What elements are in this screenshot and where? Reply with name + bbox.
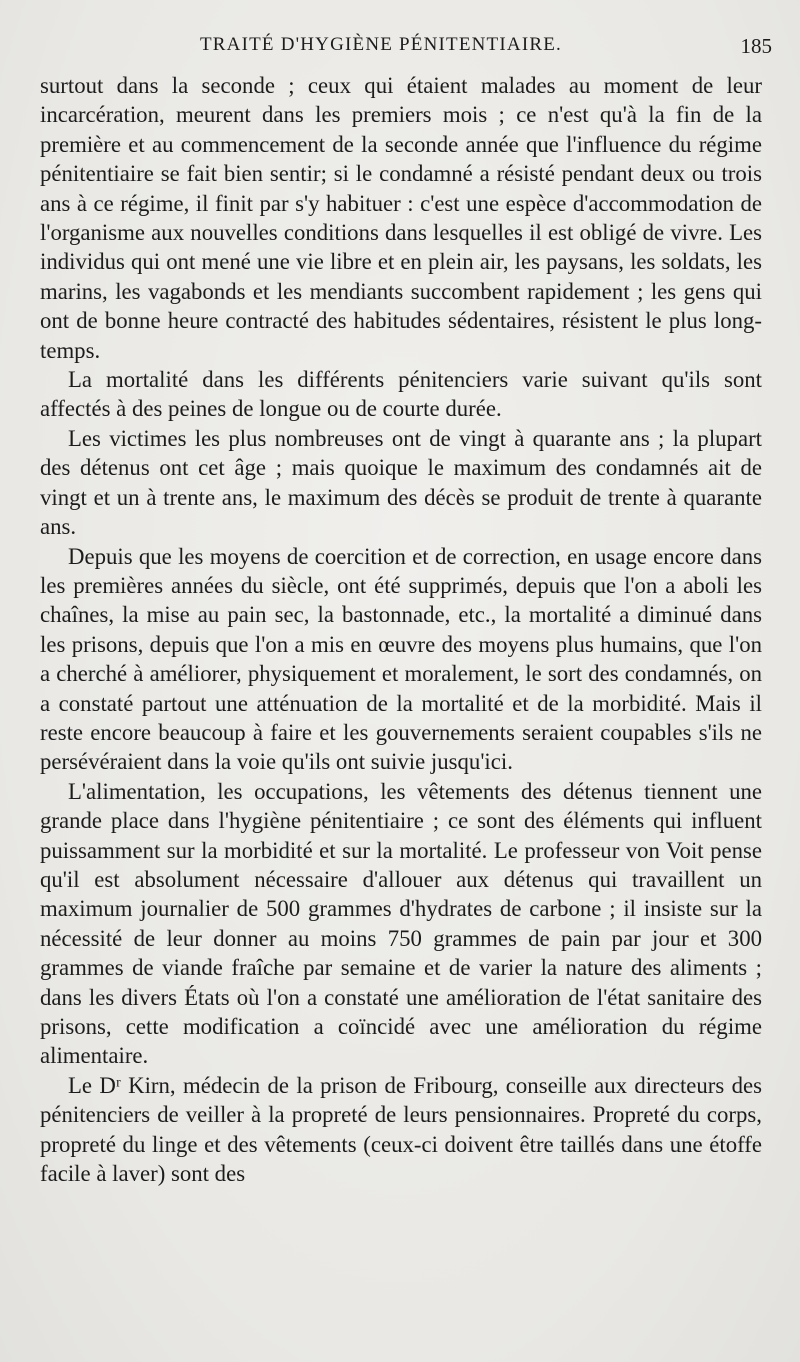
paragraph: Depuis que les moyens de coercition et de correction, en usage encore dans les premières années du siècle, ont été supprimés, depuis que l'on a aboli les chaînes, la mise au pain sec, la bastonnade, etc., la mortalité a diminué dans les prisons, depuis que l'on a mis en œuvre des moyens plus humains, que l'on a cherché à améliorer, physiquement et moralement, le sort des condamnés, on a constaté partout une atténuation de la mortalité et de la morbidité. Mais il reste encore beaucoup à faire et les gouvernements seraient coupables s'ils ne persévéraient dans la voie qu'ils ont suivie jusqu'ici. <box>40 543 762 775</box>
page-header <box>200 34 772 64</box>
page-number: 185 <box>740 34 772 58</box>
paragraph: L'alimentation, les occupations, les vêtements des détenus tiennent une grande place dans l'hygiène pénitentiaire ; ce sont des éléments qui influent puissamment sur la morbidité et sur la mortalité. Le professeur von Voit pense qu'il est absolument nécessaire d'allouer aux détenus qui travaillent un maximum journalier de 500 grammes d'hydrates de carbone ; il insiste sur la nécessité de leur donner au moins 750 grammes de pain par jour et 300 grammes de viande fraîche par semaine et de varier la nature des aliments ; dans les divers États où l'on a constaté une amélioration de l'état sanitaire des prisons, cette modification a coïncidé avec une amélioration du régime alimentaire. <box>40 778 762 1069</box>
paragraph-continuation: surtout dans la seconde ; ceux qui étaient malades au moment de leur incarcération, meurent dans les premiers mois ; ce n'est qu'à la fin de la première et au commencement de la seconde année que l'influence du régime pénitentiaire se fait bien sentir; si le condamné a résisté pendant deux ou trois ans à ce régime, il finit par s'y habituer : c'est une espèce d'accommodation de l'organisme aux nouvelles conditions dans lesquelles il est obligé de vivre. Les individus qui ont mené une vie libre et en plein air, les paysans, les soldats, les marins, les vagabonds et les mendiants succombent rapidement ; les gens qui ont de bonne heure contracté des habitudes sédentaires, résistent le plus longtemps. <box>40 73 762 363</box>
paragraph: La mortalité dans les différents pénitenciers varie suivant qu'ils sont affectés à des peines de longue ou de courte durée. <box>40 367 762 422</box>
running-title: TRAITÉ D'HYGIÈNE PÉNITENTIAIRE. <box>200 34 562 55</box>
paragraph: Le Dʳ Kirn, médecin de la prison de Fribourg, conseille aux directeurs des pénitenciers de veiller à la propreté de leurs pensionnaires. Propreté du corps, propreté du linge et des vêtements (ceux-ci doivent être taillés dans une étoffe facile à laver) sont des <box>40 1072 762 1187</box>
paragraph: Les victimes les plus nombreuses ont de vingt à quarante ans ; la plupart des détenus ont cet âge ; mais quoique le maximum des condamnés ait de vingt et un à trente ans, le maximum des décès se produit de trente à quarante ans. <box>40 425 762 540</box>
body-text <box>40 71 762 1188</box>
